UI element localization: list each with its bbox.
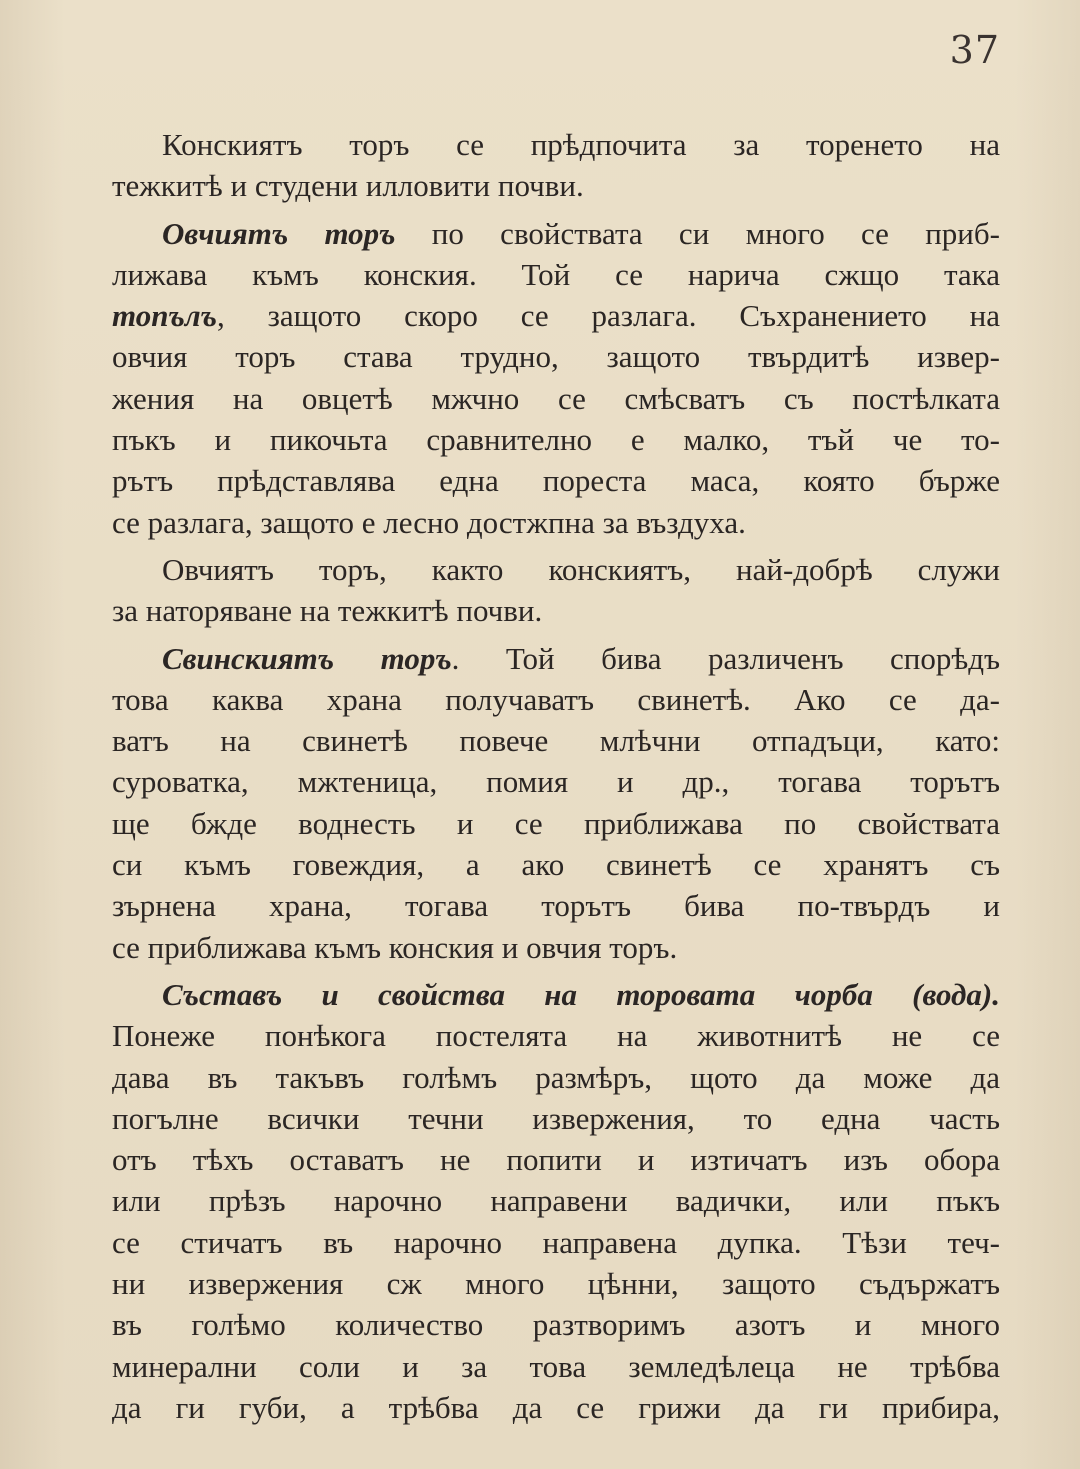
text-segment: да ги губи, а трѣбва да се грижи да ги прибира,: [112, 1389, 1000, 1425]
text-segment: се разлага, защото е лесно достжпна за въздуха.: [112, 504, 746, 540]
text-segment: за наторяване на тежкитѣ почви.: [112, 593, 543, 629]
text-line: [112, 165, 1000, 206]
text-line: [112, 844, 1000, 885]
paragraph: [112, 549, 1000, 632]
text-segment: пъкъ и пикочьта сравнително е малко, тъй че то-: [112, 422, 1000, 458]
text-segment: ще бжде воднесть и се приближава по свойствата: [112, 805, 1000, 841]
paragraph: [112, 638, 1000, 968]
text-line: [112, 502, 1000, 543]
text-segment: погълне всички течни извержения, то една часть: [112, 1100, 1000, 1136]
text-segment: по свойствата си много се приб-: [395, 215, 1000, 251]
text-line: [112, 336, 1000, 377]
text-line: [112, 124, 1000, 165]
paragraph: [112, 974, 1000, 1428]
text-line: [112, 1222, 1000, 1263]
text-line: [112, 1304, 1000, 1345]
text-segment: дава въ такъвъ голѣмъ размѣръ, щото да може да: [112, 1059, 1000, 1095]
emphasized-text: Овчиятъ торъ: [162, 215, 396, 251]
text-line: [112, 927, 1000, 968]
text-segment: се приближава къмъ конския и овчия торъ.: [112, 929, 678, 965]
text-line: [112, 1015, 1000, 1056]
text-segment: зърнена храна, тогава торътъ бива по-твърдъ и: [112, 888, 1000, 924]
text-segment: тежкитѣ и студени илловити почви.: [112, 168, 584, 204]
text-segment: това каква храна получаватъ свинетѣ. Ако се да-: [112, 681, 1000, 717]
emphasized-text: Съставъ и свойства на торовата чорба (вода).: [162, 976, 1000, 1012]
page-number: 37: [949, 28, 1000, 72]
emphasized-text: Свинскиятъ торъ: [162, 640, 452, 676]
text-line: [112, 679, 1000, 720]
text-segment: си къмъ говеждия, а ако свинетѣ се хранятъ съ: [112, 847, 1000, 883]
paragraph: [112, 124, 1000, 207]
body-text: [112, 124, 1000, 1428]
text-line: [112, 460, 1000, 501]
text-line: [112, 1057, 1000, 1098]
text-line: [112, 1098, 1000, 1139]
text-segment: жения на овцетѣ мжчно се смѣсватъ съ постѣлката: [112, 380, 1000, 416]
text-line: [112, 549, 1000, 590]
text-segment: въ голѣмо количество разтворимъ азотъ и много: [112, 1307, 1000, 1343]
text-line: [112, 213, 1000, 254]
text-segment: Конскиятъ торъ се прѣдпочита за торенето на: [162, 127, 1000, 162]
text-segment: Понеже понѣкога постелята на животнитѣ не се: [112, 1018, 1000, 1054]
text-line: [112, 974, 1000, 1015]
text-line: [112, 378, 1000, 419]
text-segment: Овчиятъ торъ, както конскиятъ, най-добрѣ служи: [162, 551, 1000, 587]
text-line: [112, 1139, 1000, 1180]
text-line: [112, 638, 1000, 679]
text-segment: суроватка, мжтеница, помия и др., тогава торътъ: [112, 764, 1000, 800]
text-line: [112, 1180, 1000, 1221]
text-segment: . Той бива различенъ спорѣдъ: [451, 640, 1000, 676]
text-line: [112, 1263, 1000, 1304]
text-line: [112, 295, 1000, 336]
text-line: [112, 254, 1000, 295]
text-line: [112, 761, 1000, 802]
text-segment: отъ тѣхъ оставатъ не попити и изтичатъ изъ обора: [112, 1142, 1000, 1178]
text-line: [112, 419, 1000, 460]
text-segment: или прѣзъ нарочно направени вадички, или пъкъ: [112, 1183, 1000, 1219]
text-line: [112, 720, 1000, 761]
text-segment: лижава къмъ конския. Той се нарича сжщо така: [112, 256, 1000, 292]
text-segment: рътъ прѣдставлява една пореста маса, която бърже: [112, 463, 1000, 499]
text-segment: минерални соли и за това земледѣлеца не трѣбва: [112, 1348, 1000, 1384]
text-line: [112, 885, 1000, 926]
text-segment: овчия торъ става трудно, защото твърдитѣ извер-: [112, 339, 1000, 375]
text-line: [112, 1346, 1000, 1387]
text-segment: се стичатъ въ нарочно направена дупка. Тѣзи теч-: [112, 1224, 1000, 1260]
text-segment: , защото скоро се разлага. Съхранението на: [217, 298, 1000, 334]
text-line: [112, 803, 1000, 844]
paragraph: [112, 213, 1000, 543]
emphasized-text: топълъ: [112, 298, 218, 334]
text-segment: ватъ на свинетѣ повече млѣчни отпадъци, като:: [112, 723, 1000, 759]
text-segment: ни извержения сж много цѣнни, защото съдържатъ: [112, 1266, 1000, 1302]
text-line: [112, 590, 1000, 631]
text-line: [112, 1387, 1000, 1428]
